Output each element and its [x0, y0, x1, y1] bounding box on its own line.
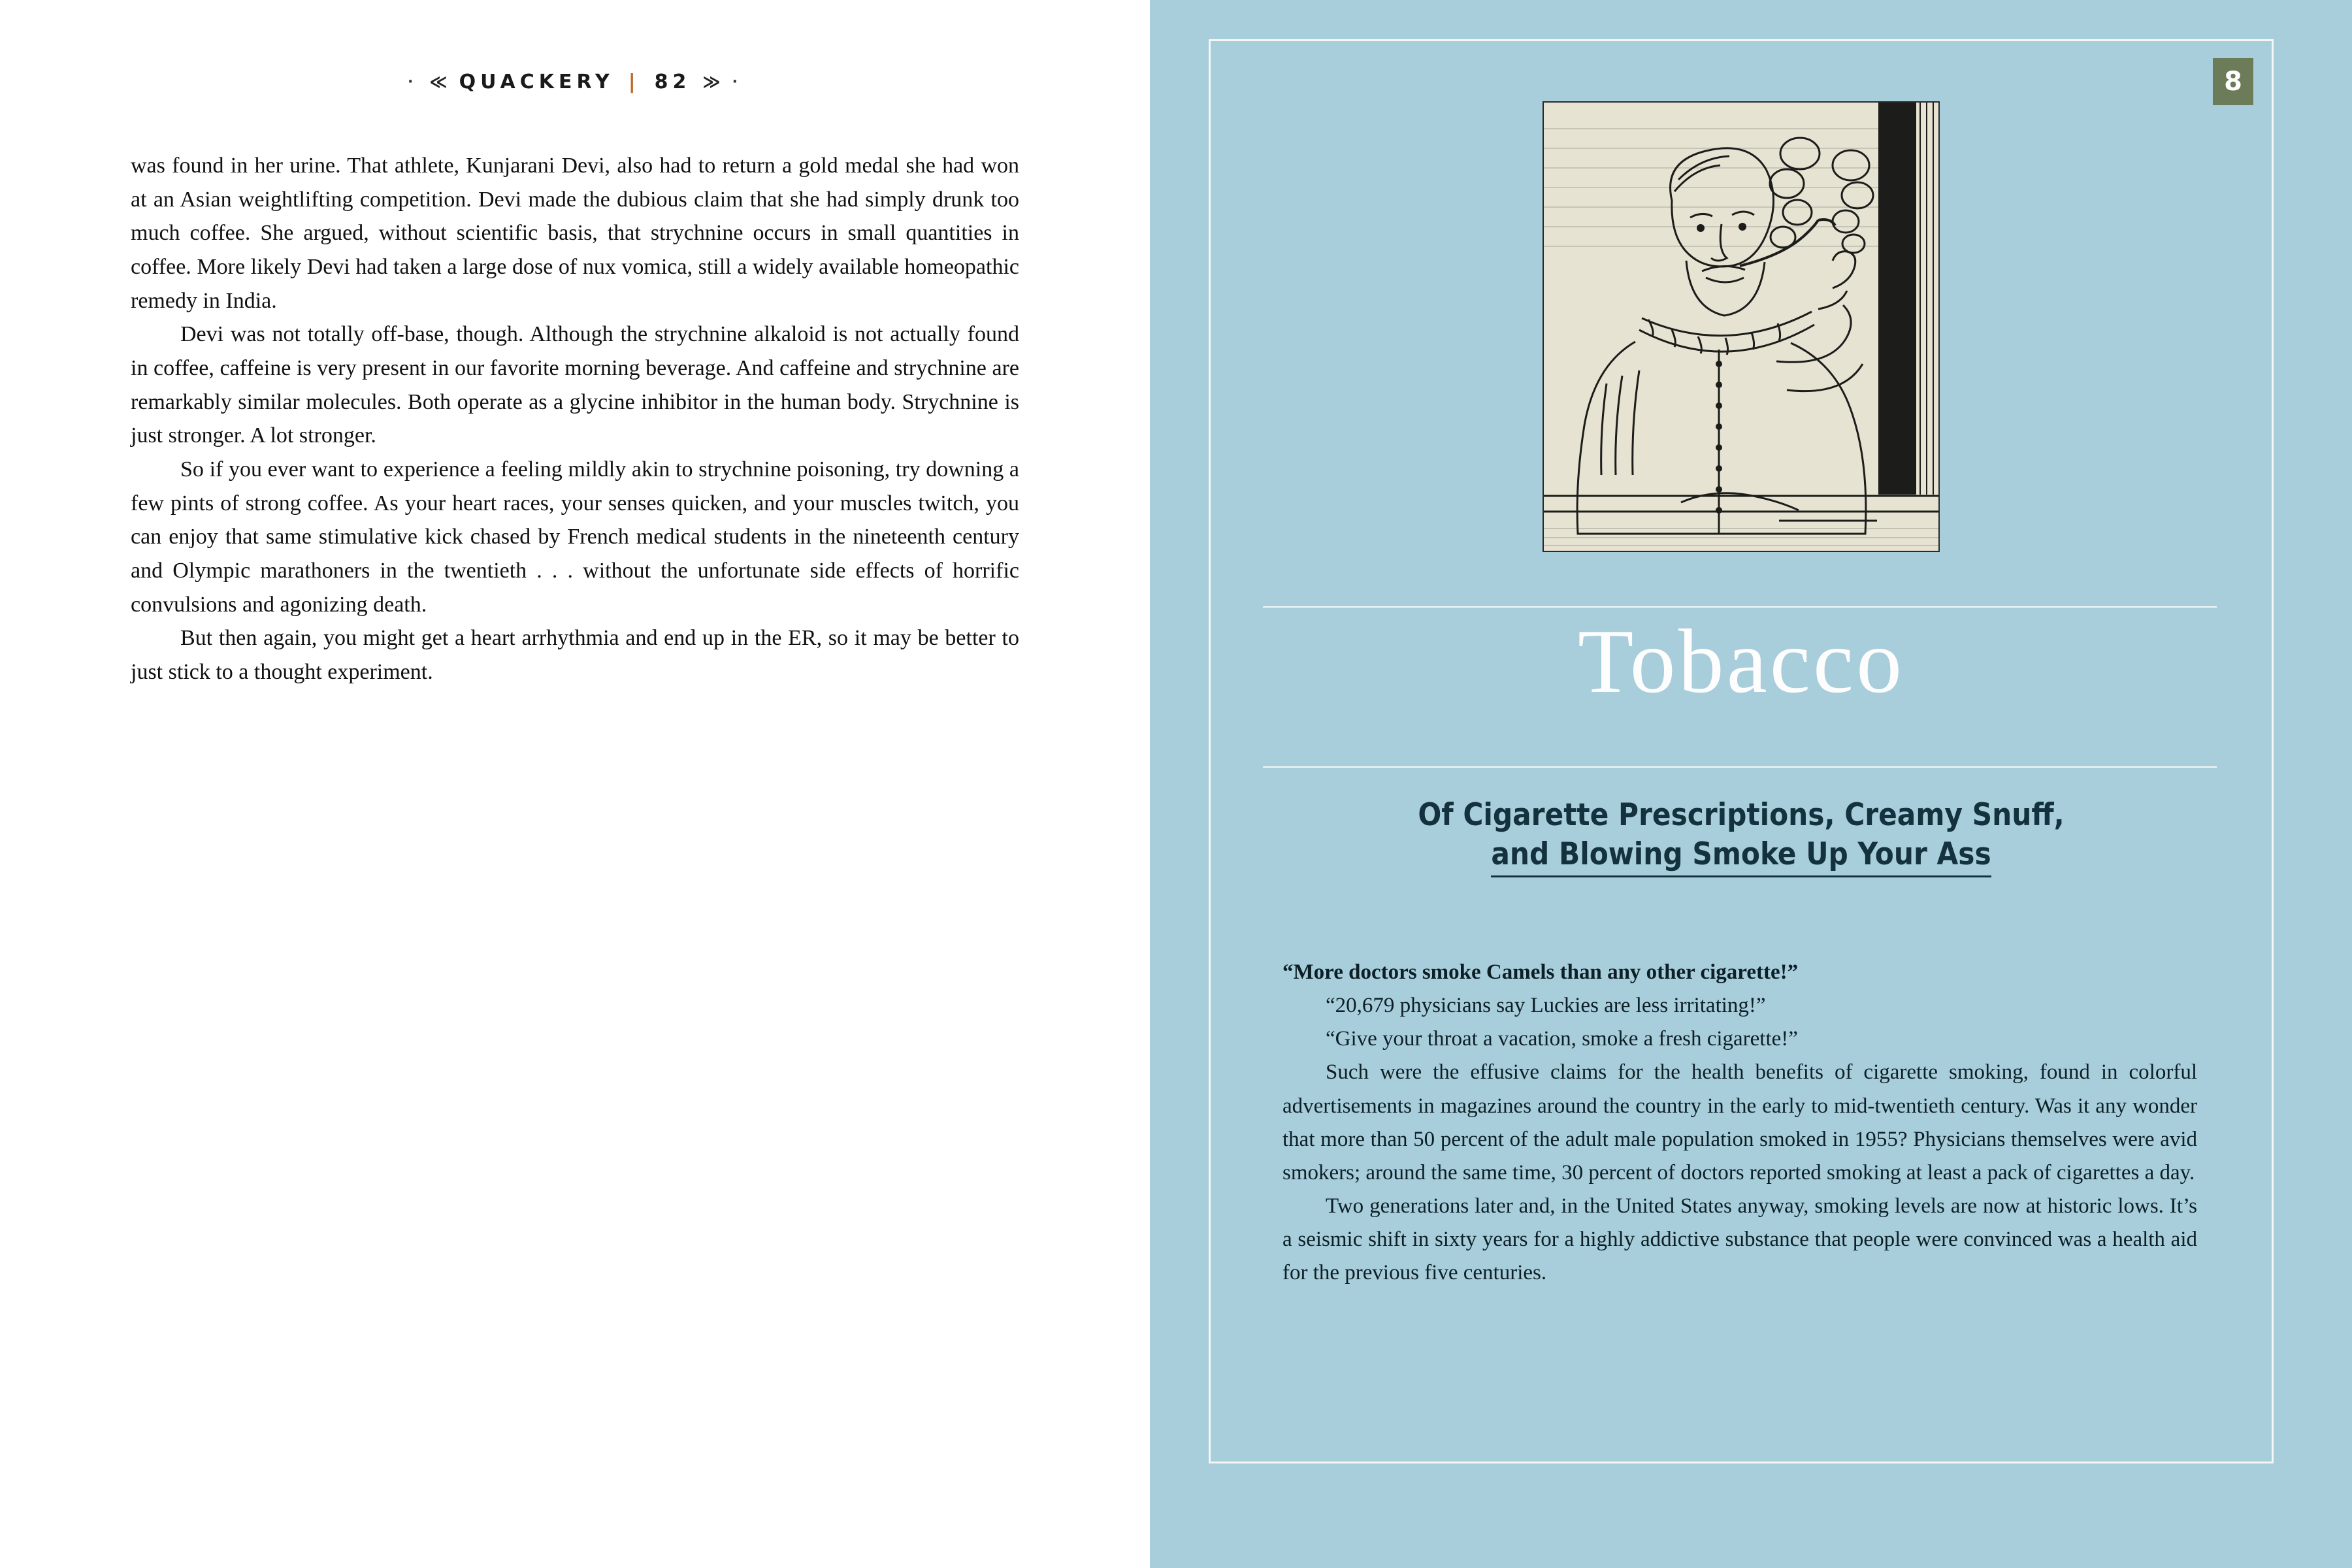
title-rule-bottom — [1263, 766, 2217, 768]
paragraph: Such were the effusive claims for the health benefits of cigarette smoking, found in colorful advertisements in magazines around the country in the early to mid-twentieth century. Was it any wonder that more than 50 percent of the adult male population smoked in 1955? Physicians themselves were avid smokers; around the same time, 30 percent of doctors reported smoking at least a pack of cigarettes a day. — [1282, 1060, 2197, 1184]
chapter-number-badge: 8 — [2213, 58, 2253, 105]
book-title: QUACKERY — [459, 71, 614, 93]
running-head-dot-right: · — [732, 74, 742, 90]
paragraph: Devi was not totally off-base, though. Although the strychnine alkaloid is not actually found in coffee, caffeine is very present in our favorite morning beverage. And caffeine and strychnine are remarkably similar molecules. Both operate as a glycine inhibitor in the human body. Strychnine is just stronger. A lot stronger. — [131, 322, 1019, 448]
left-page — [0, 0, 1150, 1568]
chapter-subtitle-line2: and Blowing Smoke Up Your Ass — [1491, 835, 1991, 877]
running-head-separator: | — [628, 71, 640, 93]
paragraph: was found in her urine. That athlete, Kunjarani Devi, also had to return a gold medal she had won at an Asian weightlifting competition. Devi made the dubious claim that she had simply drunk too much coffee. She argued, without scientific basis, that strychnine occurs in small quantities in coffee. More likely Devi had taken a large dose of nux vomica, still a widely available homeopathic remedy in India. — [131, 154, 1019, 313]
paragraph-quote: “Give your throat a vacation, smoke a fresh cigarette!” — [1326, 1027, 1798, 1051]
right-page-body — [1282, 956, 2197, 1290]
paragraph: But then again, you might get a heart arrhythmia and end up in the ER, so it may be better to just stick to a thought experiment. — [131, 626, 1019, 685]
title-rule-top — [1263, 606, 2217, 608]
ornament-right-icon: ≫ — [702, 72, 721, 92]
ornament-left-icon: ≪ — [429, 72, 448, 92]
left-page-body — [131, 149, 1019, 689]
paragraph: So if you ever want to experience a feeling mildly akin to strychnine poisoning, try downing a few pints of strong coffee. As your heart races, your senses quicken, and your muscles twitch, you can enjoy that same stimulative kick chased by French medical students in the nineteenth century and Olympic marathoners in the twentieth . . . without the unfortunate side effects of horrific convulsions and agonizing death. — [131, 457, 1019, 617]
chapter-subtitle — [1211, 796, 2272, 877]
chapter-title: Tobacco — [1577, 611, 1905, 712]
pipe-smoker-woodcut-icon — [1544, 103, 1938, 551]
running-head-dot-left: · — [408, 74, 418, 90]
paragraph-quote: “20,679 physicians say Luckies are less irritating!” — [1326, 994, 1766, 1018]
paragraph: Two generations later and, in the United States anyway, smoking levels are now at historic lows. It’s a seismic shift in sixty years for a highly addictive substance that people were convinced was a health aid for the previous five centuries. — [1282, 1194, 2197, 1285]
paragraph-lead-quote: “More doctors smoke Camels than any other cigarette!” — [1282, 960, 1799, 984]
page-number: 82 — [654, 71, 691, 93]
chapter-frame — [1209, 39, 2274, 1463]
woodcut-illustration — [1543, 101, 1940, 552]
running-head — [0, 71, 1150, 93]
right-page-chapter-opener — [1150, 0, 2352, 1568]
chapter-subtitle-line1: Of Cigarette Prescriptions, Creamy Snuff, — [1418, 797, 2065, 833]
